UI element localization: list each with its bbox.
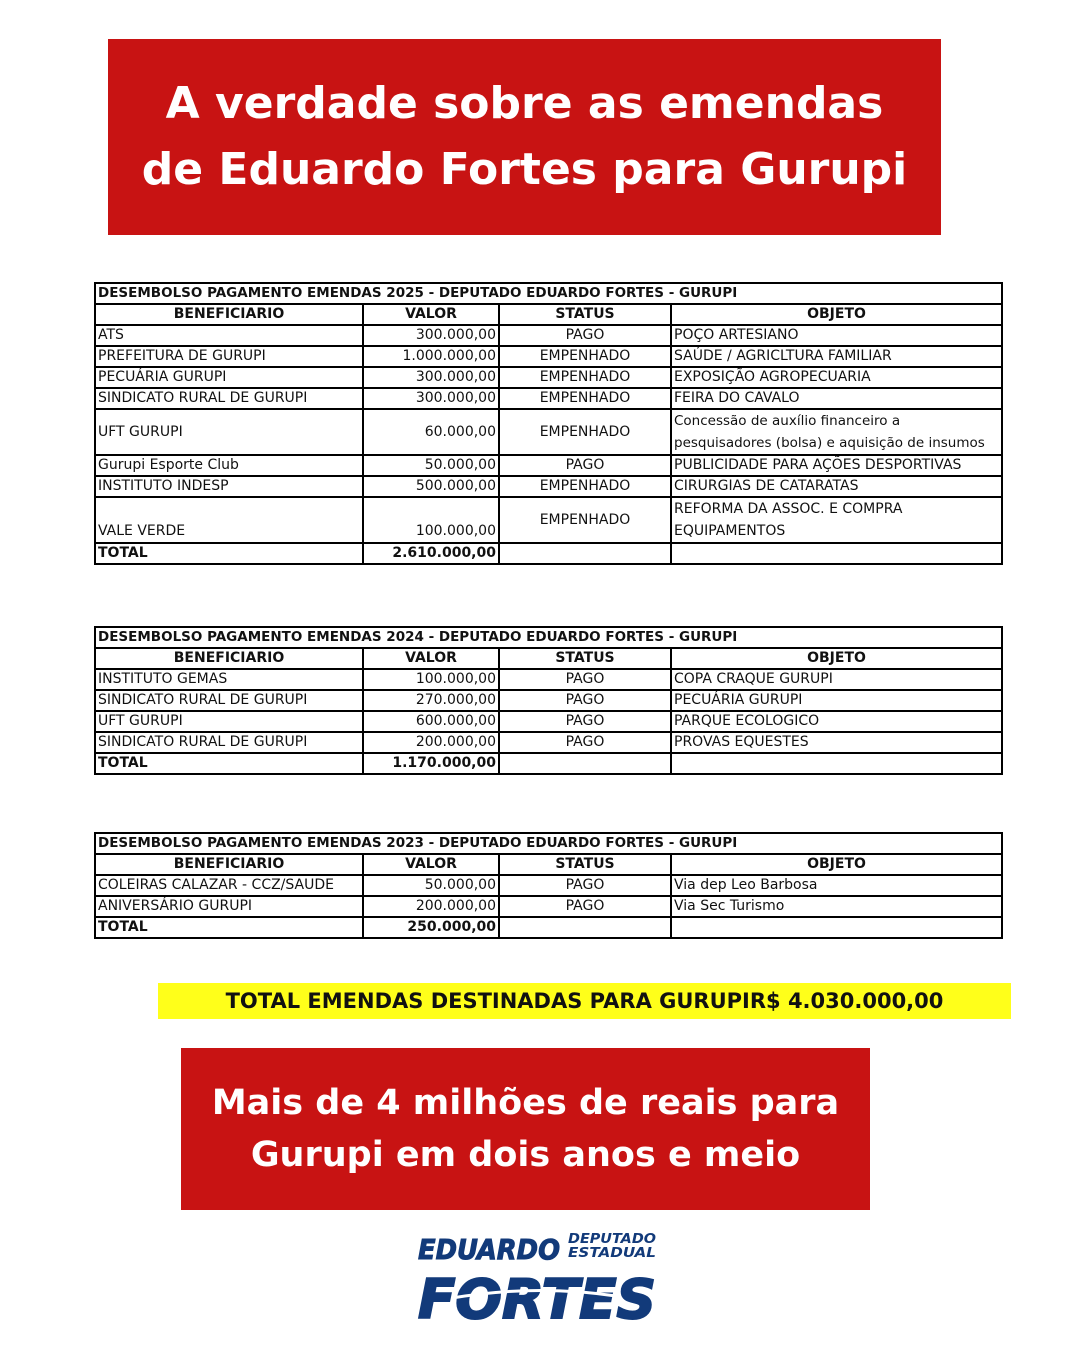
cell-objeto: PECUÁRIA GURUPI (671, 690, 1002, 711)
header-objeto: OBJETO (671, 648, 1002, 669)
total-label: TOTAL (95, 543, 363, 564)
cell-valor: 270.000,00 (363, 690, 499, 711)
total-empty-cell (671, 543, 1002, 564)
cell-objeto: COPA CRAQUE GURUPI (671, 669, 1002, 690)
cell-valor: 100.000,00 (363, 497, 499, 543)
total-label: TOTAL (95, 917, 363, 938)
table-caption: DESEMBOLSO PAGAMENTO EMENDAS 2025 - DEPUTADO EDUARDO FORTES - GURUPI (95, 283, 1002, 304)
cell-valor: 50.000,00 (363, 875, 499, 896)
cell-objeto: PUBLICIDADE PARA AÇÕES DESPORTIVAS (671, 455, 1002, 476)
cell-beneficiario: INSTITUTO INDESP (95, 476, 363, 497)
table-row (95, 896, 1002, 917)
table-caption-row (95, 833, 1002, 854)
header-beneficiario: BENEFICIARIO (95, 648, 363, 669)
cell-beneficiario: SINDICATO RURAL DE GURUPI (95, 690, 363, 711)
cell-objeto: POÇO ARTESIANO (671, 325, 1002, 346)
emendas-table-2024 (94, 626, 1003, 775)
cell-objeto: PARQUE ECOLOGICO (671, 711, 1002, 732)
cell-objeto: EXPOSIÇÃO AGROPECUARIA (671, 367, 1002, 388)
header-valor: VALOR (363, 648, 499, 669)
table-header-row (95, 854, 1002, 875)
header-valor: VALOR (363, 304, 499, 325)
cell-objeto: REFORMA DA ASSOC. E COMPRA EQUIPAMENTOS (671, 497, 1002, 543)
cell-valor: 500.000,00 (363, 476, 499, 497)
table-caption-row (95, 627, 1002, 648)
cell-status: PAGO (499, 732, 671, 753)
cell-valor: 200.000,00 (363, 896, 499, 917)
cell-objeto: Via dep Leo Barbosa (671, 875, 1002, 896)
logo-fortes: FORTES (418, 1268, 656, 1326)
cell-objeto: SAÚDE / AGRICLTURA FAMILIAR (671, 346, 1002, 367)
table-row (95, 875, 1002, 896)
table-caption-row (95, 283, 1002, 304)
table-total-row (95, 543, 1002, 564)
header-objeto: OBJETO (671, 304, 1002, 325)
cell-beneficiario: SINDICATO RURAL DE GURUPI (95, 388, 363, 409)
headline-text: A verdade sobre as emendas de Eduardo Fortes para Gurupi (141, 78, 908, 195)
total-value: 1.170.000,00 (363, 753, 499, 774)
cell-status: PAGO (499, 690, 671, 711)
cell-beneficiario: COLEIRAS CALAZAR - CCZ/SAUDE (95, 875, 363, 896)
cell-status: EMPENHADO (499, 388, 671, 409)
table-total-row (95, 753, 1002, 774)
header-status: STATUS (499, 648, 671, 669)
logo-eduardo: EDUARDO (418, 1233, 560, 1266)
total-value: 2.610.000,00 (363, 543, 499, 564)
cell-status: PAGO (499, 875, 671, 896)
header-objeto: OBJETO (671, 854, 1002, 875)
header-status: STATUS (499, 304, 671, 325)
cell-beneficiario: ATS (95, 325, 363, 346)
logo-estadual: ESTADUAL (568, 1246, 656, 1261)
cell-objeto: PROVAS EQUESTES (671, 732, 1002, 753)
eduardo-fortes-logo (416, 1226, 666, 1326)
total-empty-cell (499, 543, 671, 564)
total-label: TOTAL (95, 753, 363, 774)
cell-beneficiario: VALE VERDE (95, 497, 363, 543)
cell-beneficiario: UFT GURUPI (95, 409, 363, 455)
total-empty-cell (671, 917, 1002, 938)
table-row (95, 690, 1002, 711)
emendas-table-2023 (94, 832, 1003, 939)
table-row (95, 711, 1002, 732)
table-header-row (95, 648, 1002, 669)
cell-beneficiario: SINDICATO RURAL DE GURUPI (95, 732, 363, 753)
table-row (95, 346, 1002, 367)
cell-status: PAGO (499, 325, 671, 346)
header-valor: VALOR (363, 854, 499, 875)
cell-valor: 50.000,00 (363, 455, 499, 476)
cell-status: EMPENHADO (499, 367, 671, 388)
cell-status: PAGO (499, 896, 671, 917)
table-row (95, 669, 1002, 690)
cell-valor: 600.000,00 (363, 711, 499, 732)
total-empty-cell (499, 753, 671, 774)
table-row (95, 388, 1002, 409)
cell-beneficiario: PECUÁRIA GURUPI (95, 367, 363, 388)
cell-status: EMPENHADO (499, 409, 671, 455)
cell-objeto: Concessão de auxílio financeiro a pesquisadores (bolsa) e aquisição de insumos (671, 409, 1002, 455)
cell-valor: 300.000,00 (363, 388, 499, 409)
cell-valor: 1.000.000,00 (363, 346, 499, 367)
table-row (95, 476, 1002, 497)
total-empty-cell (499, 917, 671, 938)
cell-objeto: CIRURGIAS DE CATARATAS (671, 476, 1002, 497)
logo-deputado: DEPUTADO (568, 1232, 656, 1247)
header-status: STATUS (499, 854, 671, 875)
header-beneficiario: BENEFICIARIO (95, 854, 363, 875)
cell-status: PAGO (499, 669, 671, 690)
cell-valor: 100.000,00 (363, 669, 499, 690)
summary-banner (181, 1048, 870, 1210)
cell-status: PAGO (499, 711, 671, 732)
cell-status: EMPENHADO (499, 346, 671, 367)
cell-objeto: FEIRA DO CAVALO (671, 388, 1002, 409)
cell-status: EMPENHADO (499, 497, 671, 543)
table-caption: DESEMBOLSO PAGAMENTO EMENDAS 2024 - DEPUTADO EDUARDO FORTES - GURUPI (95, 627, 1002, 648)
table-header-row (95, 304, 1002, 325)
table-total-row (95, 917, 1002, 938)
headline-banner (108, 39, 941, 235)
total-empty-cell (671, 753, 1002, 774)
cell-beneficiario: ANIVERSÁRIO GURUPI (95, 896, 363, 917)
cell-valor: 300.000,00 (363, 367, 499, 388)
summary-text: Mais de 4 milhões de reais para Gurupi em dois anos e meio (211, 1083, 840, 1175)
emendas-table-2025 (94, 282, 1003, 565)
cell-valor: 300.000,00 (363, 325, 499, 346)
cell-beneficiario: Gurupi Esporte Club (95, 455, 363, 476)
cell-status: EMPENHADO (499, 476, 671, 497)
table-row (95, 409, 1002, 455)
cell-objeto: Via Sec Turismo (671, 896, 1002, 917)
cell-valor: 60.000,00 (363, 409, 499, 455)
cell-valor: 200.000,00 (363, 732, 499, 753)
cell-beneficiario: UFT GURUPI (95, 711, 363, 732)
table-caption: DESEMBOLSO PAGAMENTO EMENDAS 2023 - DEPUTADO EDUARDO FORTES - GURUPI (95, 833, 1002, 854)
grand-total-text: TOTAL EMENDAS DESTINADAS PARA GURUPIR$ 4.030.000,00 (225, 989, 944, 1013)
cell-beneficiario: INSTITUTO GEMAS (95, 669, 363, 690)
table-row (95, 455, 1002, 476)
cell-status: PAGO (499, 455, 671, 476)
table-row (95, 367, 1002, 388)
table-row (95, 325, 1002, 346)
table-row (95, 497, 1002, 543)
table-row (95, 732, 1002, 753)
cell-beneficiario: PREFEITURA DE GURUPI (95, 346, 363, 367)
grand-total-highlight (158, 983, 1011, 1019)
total-value: 250.000,00 (363, 917, 499, 938)
header-beneficiario: BENEFICIARIO (95, 304, 363, 325)
